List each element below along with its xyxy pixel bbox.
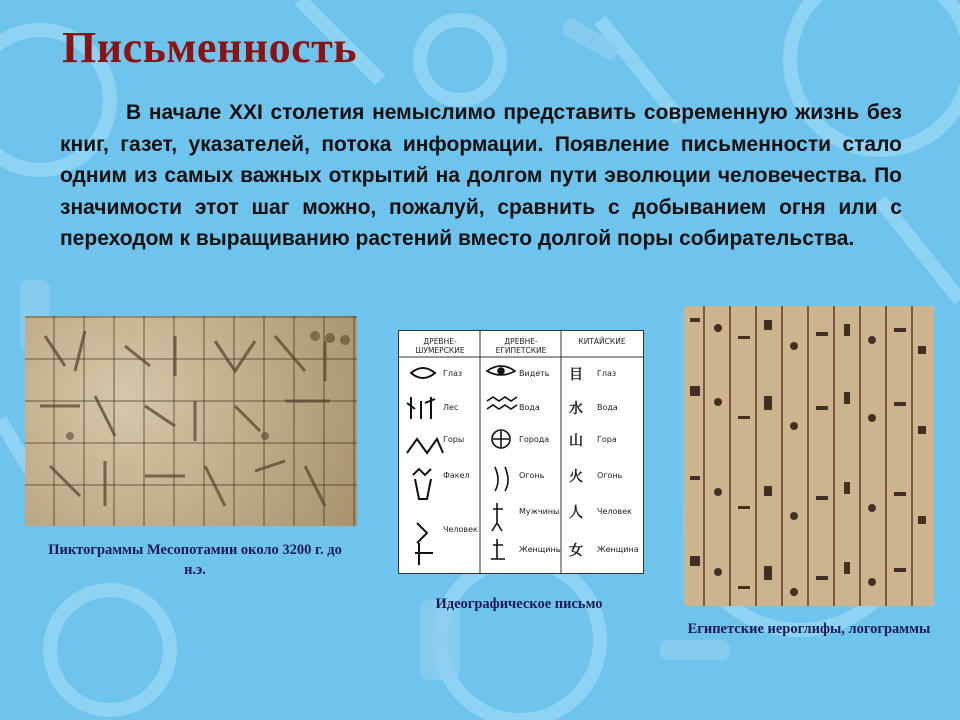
egypt-word: Мужчины xyxy=(519,507,560,516)
egypt-word: Женщины xyxy=(519,545,563,554)
china-word: Огонь xyxy=(597,471,623,480)
sumer-word: Глаз xyxy=(443,369,463,378)
china-word: Глаз xyxy=(597,369,617,378)
egyptian-hieroglyphs-image xyxy=(684,306,934,606)
china-char: 人 xyxy=(569,505,583,521)
caption-ideographic: Идеографическое письмо xyxy=(435,596,603,612)
china-word: Вода xyxy=(597,403,618,412)
china-word: Человек xyxy=(597,507,632,516)
mesopotamian-tablet-image xyxy=(25,316,357,526)
page-title: Письменность xyxy=(62,23,357,72)
intro-paragraph: В начале XXI столетия немыслимо представить современную жизнь без книг, газет, указателей, потока информации. Появление письменности стало одним из самых важных открытий на долгом пути эволюции человечества. По значимости этот шаг можно, пожалуй, сравнить с добыванием огня или с переходом к выращиванию растений вместо долгой поры собирательства. xyxy=(60,101,902,250)
egypt-word: Вода xyxy=(519,403,540,412)
table-header-egypt: ДРЕВНЕ-ЕГИПЕТСКИЕ xyxy=(495,337,547,355)
caption-egypt: Египетские иероглифы, логограммы xyxy=(687,621,931,637)
egypt-pictograms xyxy=(483,357,523,573)
china-word: Гора xyxy=(597,435,617,444)
china-char: 女 xyxy=(569,543,583,559)
table-header-china: КИТАЙСКИЕ xyxy=(578,337,626,346)
sumer-word: Лес xyxy=(443,403,459,412)
china-char: 水 xyxy=(569,401,583,417)
sumer-word: Факел xyxy=(443,471,470,480)
egypt-word: Огонь xyxy=(519,471,545,480)
china-char: 目 xyxy=(569,367,583,383)
china-char: 火 xyxy=(569,469,583,485)
sumer-word: Человек xyxy=(443,525,478,534)
table-header-sumer: ДРЕВНЕ-ШУМЕРСКИЕ xyxy=(415,337,465,355)
sumer-word: Горы xyxy=(443,435,465,444)
egypt-word: Видеть xyxy=(519,369,550,378)
egypt-word: Города xyxy=(519,435,550,444)
sumer-pictograms xyxy=(401,357,481,573)
china-word: Женщина xyxy=(597,545,639,554)
caption-mesopotamia: Пиктограммы Месопотамии около 3200 г. до н.э. xyxy=(48,542,342,578)
ideographic-comparison-table xyxy=(398,330,644,574)
china-char: 山 xyxy=(569,433,583,449)
